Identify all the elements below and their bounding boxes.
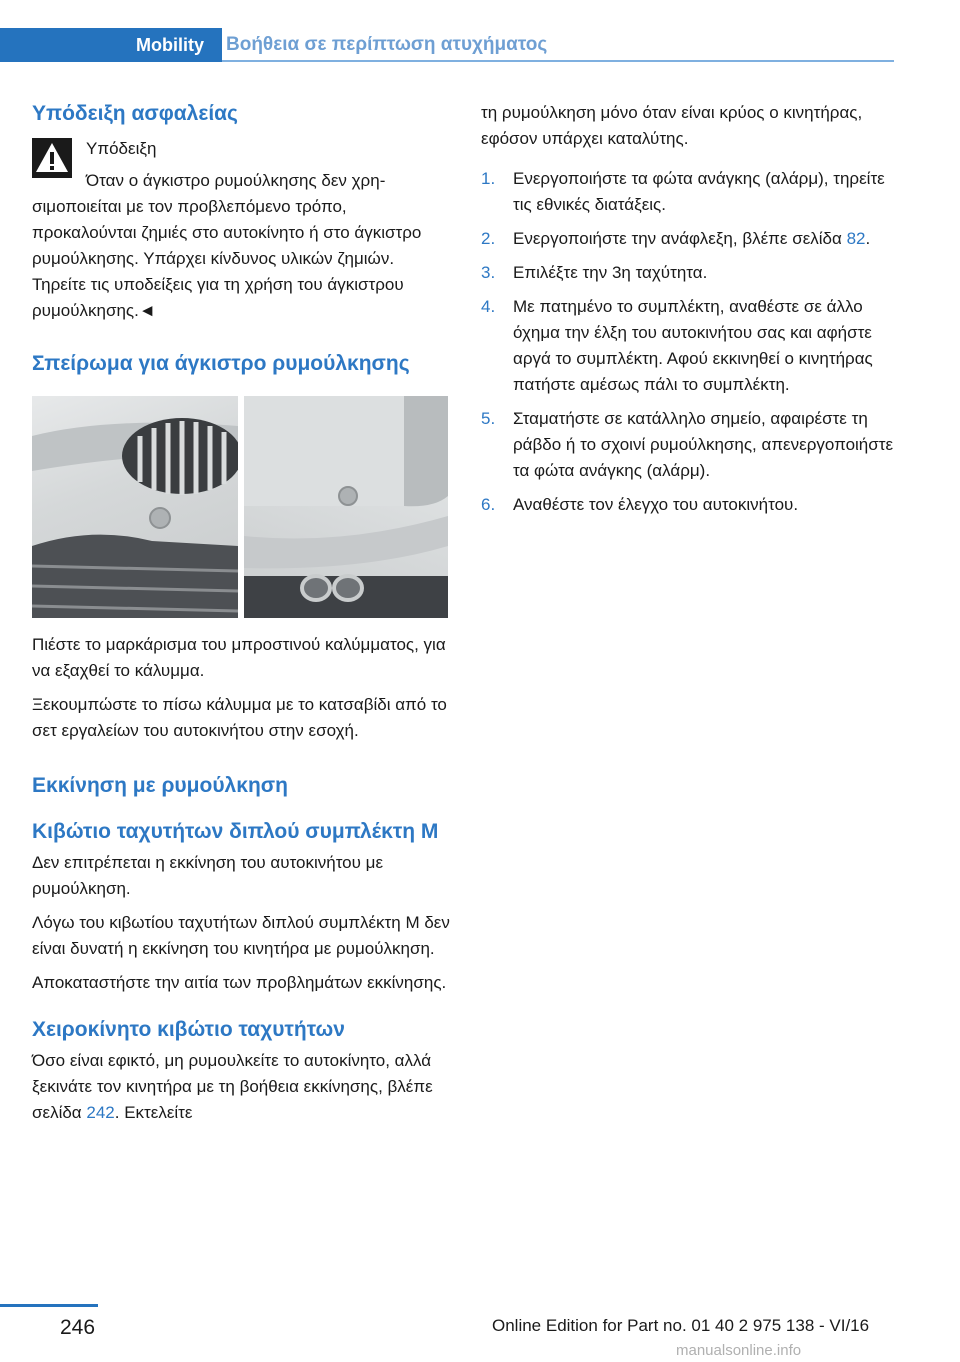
step-text: Επιλέξτε την 3η ταχύτητα.	[513, 263, 708, 282]
page-link-242[interactable]: 242	[86, 1103, 115, 1122]
dct-heading: Κιβώτιο ταχυτήτων διπλού συμπλέκτη M	[32, 820, 439, 843]
unscrew-cover-text: Ξεκουμπώστε το πίσω κάλυμμα με το κατσαβίδι από το σετ εργαλείων του αυτοκινήτου στην εσοχή.	[32, 695, 447, 740]
header-tab-mobility: Mobility	[118, 28, 222, 62]
front-bumper-image	[32, 396, 238, 618]
step-text: Ενεργοποιήστε την ανάφλεξη, βλέπε σελίδα	[513, 229, 847, 248]
page-number: 246	[60, 1316, 96, 1339]
warning-triangle-icon	[32, 138, 72, 178]
press-cover-text: Πιέστε το μαρκάρισμα του μπροστινού καλύμματος, για να εξαχθεί το κάλυμμα.	[32, 635, 446, 680]
footer-accent-bar	[0, 1304, 98, 1307]
step-number: 3.	[481, 263, 496, 282]
continued-text: τη ρυμούλκηση μόνο όταν είναι κρύος ο κινητήρας, εφόσον υπάρχει καταλύτης.	[481, 103, 863, 148]
step-item	[481, 294, 905, 398]
thread-heading: Σπείρωμα για άγκιστρο ρυμούλκησης	[32, 352, 410, 375]
tow-start-heading: Εκκίνηση με ρυμούλκηση	[32, 774, 288, 797]
manual-gearbox-heading: Χειροκίνητο κιβώτιο ταχυτήτων	[32, 1018, 345, 1041]
tow-start-steps	[481, 166, 905, 518]
header-rule	[222, 60, 894, 62]
safety-heading: Υπόδειξη ασφαλείας	[32, 102, 238, 125]
step-text: Σταματήστε σε κατάλληλο σημείο, αφαιρέστε τη ράβδο ή το σχοινί ρυμούλκησης, απενεργοποιήστε τα φώτα ανάγκης (αλάρμ).	[513, 409, 894, 480]
warning-text: Όταν ο άγκιστρο ρυμούλκησης δεν χρησιμοποιείται με τον προβλεπόμενο τρόπο, προκαλούνται ζημιές στο αυτοκίνητο ή στο άγκιστρο ρυμούλκησης. Υπάρχει κίνδυνος υλικών ζημιών. Τηρείτε τις υποδείξεις για τη χρήση του άγκιστρου ρυμούλκησης.◄	[32, 171, 422, 320]
header-section-title: Βοήθεια σε περίπτωση ατυχήματος	[226, 34, 548, 55]
tow-hook-figure	[32, 396, 448, 618]
dct-paragraph-2: Λόγω του κιβωτίου ταχυτήτων διπλού συμπλέκτη M δεν είναι δυνατή η εκκίνηση του κινητήρα με ρυμούλκηση.	[32, 913, 450, 958]
step-text-end: .	[865, 229, 871, 248]
header-accent-bar	[0, 28, 118, 62]
step-item	[481, 260, 905, 286]
step-number: 6.	[481, 495, 496, 514]
step-text: Ενεργοποιήστε τα φώτα ανάγκης (αλάρμ), τηρείτε τις εθνικές διατάξεις.	[513, 169, 885, 214]
dct-paragraph-1: Δεν επιτρέπεται η εκκίνηση του αυτοκινήτου με ρυμούλκηση.	[32, 853, 384, 898]
manual-text-start: Όσο είναι εφικτό, μη ρυμουλκείτε το αυτοκίνητο, αλλά ξεκινάτε τον κινητήρα με τη βοήθεια εκκίνησης, βλέπε σελίδα	[32, 1051, 433, 1122]
warning-block	[32, 136, 450, 324]
step-number: 4.	[481, 297, 496, 316]
right-column	[481, 100, 905, 526]
page-header	[0, 0, 960, 64]
step-item	[481, 166, 905, 218]
step-item	[481, 492, 905, 518]
dct-paragraph-3: Αποκαταστήστε την αιτία των προβλημάτων εκκίνησης.	[32, 973, 447, 992]
step-text: Αναθέστε τον έλεγχο του αυτοκινήτου.	[513, 495, 799, 514]
step-item	[481, 226, 905, 252]
left-column	[32, 100, 450, 1126]
edition-info: Online Edition for Part no. 01 40 2 975 138 - VI/16	[492, 1316, 870, 1335]
step-number: 5.	[481, 409, 496, 428]
step-item	[481, 406, 905, 484]
step-number: 2.	[481, 229, 496, 248]
manual-gearbox-paragraph	[32, 1048, 450, 1126]
page-link-82[interactable]: 82	[846, 229, 866, 248]
warning-label: Υπόδειξη	[86, 139, 157, 158]
manual-text-end: . Εκτελείτε	[114, 1103, 193, 1122]
rear-bumper-image	[244, 396, 448, 618]
watermark: manualsonline.info	[676, 1342, 802, 1359]
step-text: Με πατημένο το συμπλέκτη, αναθέστε σε άλλο όχημα την έλξη του αυτοκινήτου σας και αφήστε αργά το συμπλέκτη. Αφού εκκινηθεί ο κινητήρας πατήστε αμέσως πάλι το συμπλέκτη.	[513, 297, 873, 394]
step-number: 1.	[481, 169, 496, 188]
